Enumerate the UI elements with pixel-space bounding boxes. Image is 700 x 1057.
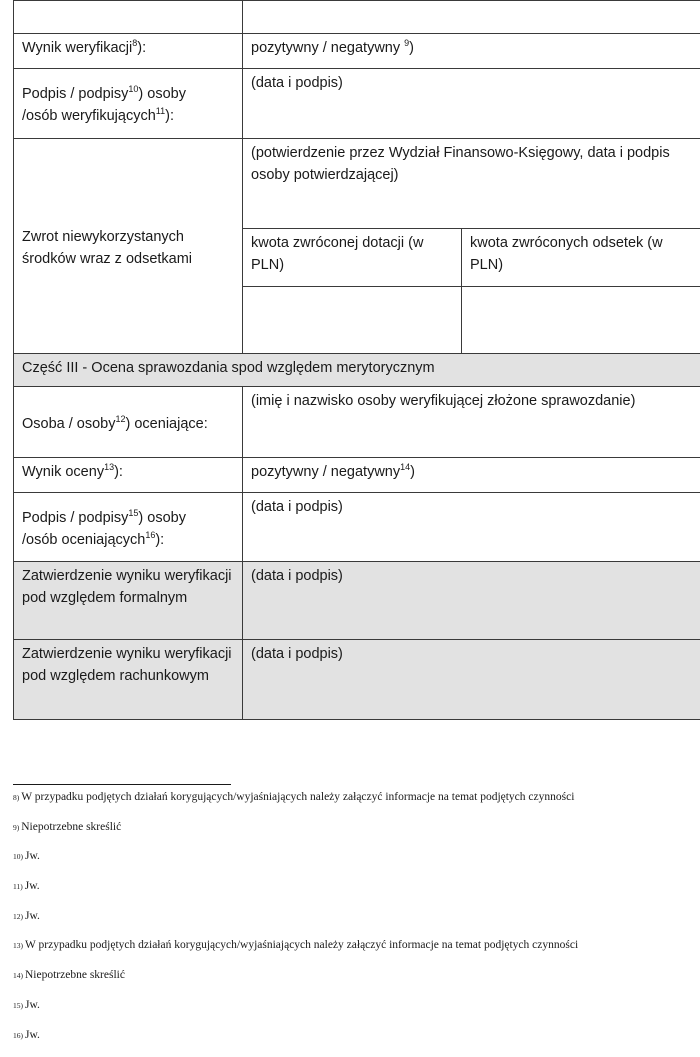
- verifiers-signature-value[interactable]: (data i podpis): [243, 69, 700, 139]
- footnote-9: $^{9)}$ Niepotrzebne skreślić: [13, 820, 693, 850]
- approval-formal-label: Zatwierdzenie wyniku weryfikacji pod względem formalnym: [14, 562, 243, 640]
- table-row-evaluators: [14, 387, 700, 458]
- evaluators-signature-value[interactable]: (data i podpis): [243, 493, 700, 562]
- empty-label-cell: [14, 1, 243, 34]
- footnote-8: $^{8)}$ W przypadku podjętych działań korygujących/wyjaśniających należy załączyć informacje na temat podjętych czynności: [13, 790, 693, 820]
- footnote-15: $^{15)}$ Jw.: [13, 998, 693, 1028]
- report-assessment-table: [13, 0, 700, 720]
- interest-amount-label: kwota zwróconych odsetek (w PLN): [462, 229, 700, 287]
- table-row-refund-confirmation: [14, 139, 700, 229]
- footnote-separator: [13, 784, 231, 785]
- grant-amount-value[interactable]: [243, 287, 462, 354]
- footnote-10: $^{10)}$ Jw.: [13, 849, 693, 879]
- grant-amount-label: kwota zwróconej dotacji (w PLN): [243, 229, 462, 287]
- verification-result-value[interactable]: pozytywny / negatywny $^9$): [243, 34, 700, 69]
- evaluators-value[interactable]: (imię i nazwisko osoby weryfikującej złożone sprawozdanie): [243, 387, 700, 458]
- footnote-12: $^{12)}$ Jw.: [13, 909, 693, 939]
- approval-accounting-label: Zatwierdzenie wyniku weryfikacji pod względem rachunkowym: [14, 640, 243, 720]
- evaluators-signature-label: Podpis / podpisy$^{15}$) osoby /osób oceniających$^{16}$):: [14, 493, 243, 562]
- section3-header: Część III - Ocena sprawozdania spod względem merytorycznym: [14, 354, 700, 387]
- table-row-section3-header: [14, 354, 700, 387]
- table-row-approval-accounting: [14, 640, 700, 720]
- verifiers-signature-label: Podpis / podpisy$^{10}$) osoby /osób weryfikujących$^{11}$):: [14, 69, 243, 139]
- evaluation-result-label: Wynik oceny$^{13}$):: [14, 458, 243, 493]
- interest-amount-value[interactable]: [462, 287, 700, 354]
- footnotes: [13, 790, 693, 1057]
- table-row-evaluation-result: [14, 458, 700, 493]
- table-row-top-empty: [14, 1, 700, 34]
- refund-confirmation-value[interactable]: (potwierdzenie przez Wydział Finansowo-Księgowy, data i podpis osoby potwierdzającej): [243, 139, 700, 229]
- table-row-approval-formal: [14, 562, 700, 640]
- verification-result-label: Wynik weryfikacji$^8$):: [14, 34, 243, 69]
- footnote-14: $^{14)}$ Niepotrzebne skreślić: [13, 968, 693, 998]
- approval-formal-value[interactable]: (data i podpis): [243, 562, 700, 640]
- approval-accounting-value[interactable]: (data i podpis): [243, 640, 700, 720]
- footnote-11: $^{11)}$ Jw.: [13, 879, 693, 909]
- refund-label: Zwrot niewykorzystanych środków wraz z odsetkami: [14, 139, 243, 354]
- evaluators-label: Osoba / osoby$^{12}$) oceniające:: [14, 387, 243, 458]
- footnote-16: $^{16)}$ Jw.: [13, 1028, 693, 1057]
- table-row-verification-result: [14, 34, 700, 69]
- table-row-evaluators-signature: [14, 493, 700, 562]
- evaluation-result-value[interactable]: pozytywny / negatywny$^{14}$): [243, 458, 700, 493]
- table-row-verifiers-signature: [14, 69, 700, 139]
- footnote-13: $^{13)}$ W przypadku podjętych działań korygujących/wyjaśniających należy załączyć informacje na temat podjętych czynności: [13, 938, 693, 968]
- empty-value-cell[interactable]: [243, 1, 700, 34]
